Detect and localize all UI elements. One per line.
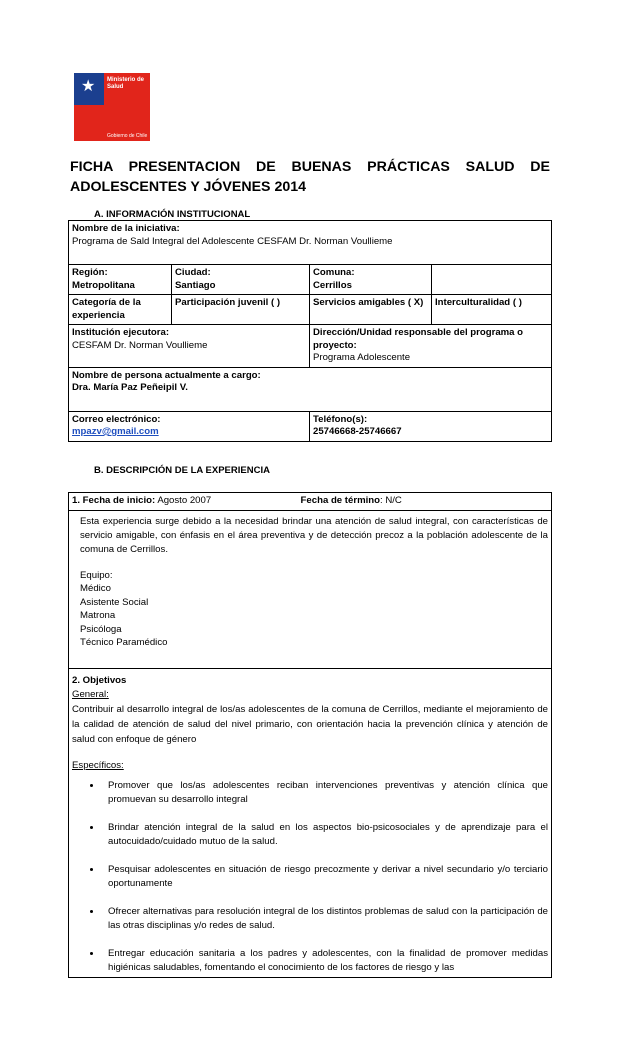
institution-value: CESFAM Dr. Norman Voullieme <box>72 339 208 351</box>
experience-table <box>68 492 552 978</box>
initiative-cell <box>69 221 552 265</box>
region-cell <box>69 265 172 295</box>
person-cell <box>69 367 552 411</box>
logo-government-text: Gobierno de Chile <box>107 133 148 139</box>
start-label: 1. Fecha de inicio: <box>72 495 156 506</box>
empty-cell <box>432 265 552 295</box>
phone-cell <box>310 411 552 441</box>
person-label: Nombre de persona actualmente a cargo: <box>72 369 261 381</box>
commune-cell <box>310 265 432 295</box>
direction-cell <box>310 325 552 368</box>
category-participation: Participación juvenil ( ) <box>172 295 310 325</box>
team-member: Matrona <box>80 610 116 621</box>
initiative-value: Programa de Sald Integral del Adolescente CESFAM Dr. Norman Voullieme <box>72 235 393 247</box>
section-b-heading: B. DESCRIPCIÓN DE LA EXPERIENCIA <box>94 465 270 476</box>
specific-objectives-list <box>72 779 548 975</box>
list-item: • Entregar educación sanitaria a los padres y adolescentes, con la finalidad de promover medidas higiénicas saludables, fomentando el conocimiento de los factores de riesgo y las <box>102 947 548 975</box>
commune-value: Cerrillos <box>313 279 352 291</box>
team-member: Médico <box>80 583 111 594</box>
phone-value: 25746668-25746667 <box>313 426 402 437</box>
category-label: Categoría de la experiencia <box>69 295 172 325</box>
commune-label: Comuna: <box>313 267 355 278</box>
general-text: Contribuir al desarrollo integral de los/as adolescentes de la comuna de Cerrillos, mediante el mejoramiento de la calidad de atención de salud del nivel primario, con orientación hacia la prevención clínica y atención de salud con enfoque de género <box>72 703 548 745</box>
general-label: General: <box>72 688 109 700</box>
objectives-cell <box>69 668 552 977</box>
city-cell <box>172 265 310 295</box>
list-item: • Brindar atención integral de la salud en los aspectos bio-psicosociales y de aprendizaje para el autocuidado/cuidado mutuo de la salud. <box>102 821 548 849</box>
document-title: FICHA PRESENTACION DE BUENAS PRÁCTICAS SALUD DE ADOLESCENTES Y JÓVENES 2014 <box>70 159 550 195</box>
city-value: Santiago <box>175 279 216 291</box>
list-item: • Promover que los/as adolescentes reciban intervenciones preventivas y atención clínica que promuevan su desarrollo integral <box>102 779 548 807</box>
region-label: Región: <box>72 267 108 278</box>
section-a-heading: A. INFORMACIÓN INSTITUCIONAL <box>94 209 251 220</box>
list-item: • Ofrecer alternativas para resolución integral de los distintos problemas de salud con la participación de las otras disciplinas y/o redes de salud. <box>102 905 548 933</box>
institution-cell <box>69 325 310 368</box>
direction-label: Dirección/Unidad responsable del programa o proyecto: <box>313 327 524 351</box>
city-label: Ciudad: <box>175 267 211 278</box>
direction-value: Programa Adolescente <box>313 352 411 363</box>
category-friendly-services: Servicios amigables ( X) <box>310 295 432 325</box>
logo-ministry-text: Ministerio de Salud <box>107 77 145 90</box>
specific-label: Específicos: <box>72 759 124 771</box>
institution-label: Institución ejecutora: <box>72 327 170 338</box>
list-item: • Pesquisar adolescentes en situación de riesgo precozmente y derivar a nivel secundario y/o terciario oportunamente <box>102 863 548 891</box>
description-cell <box>69 510 552 668</box>
email-cell <box>69 411 310 441</box>
team-label: Equipo: <box>80 569 113 581</box>
start-value: Agosto 2007 <box>157 495 212 506</box>
end-value: : N/C <box>379 495 402 506</box>
phone-label: Teléfono(s): <box>313 413 368 425</box>
objectives-label: 2. Objetivos <box>72 674 127 686</box>
team-member: Psicóloga <box>80 623 122 635</box>
dates-cell <box>69 493 552 511</box>
person-value: Dra. María Paz Peñeipil V. <box>72 382 188 393</box>
institution-table <box>68 220 552 442</box>
initiative-label: Nombre de la iniciativa: <box>72 223 180 234</box>
description-text: Esta experiencia surge debido a la necesidad brindar una atención de salud integral, con características de servicio amigable, con énfasis en el área preventiva y de detección precoz a la población adolescente de la comuna de Cerrillos. <box>80 515 548 555</box>
region-value: Metropolitana <box>72 279 135 291</box>
team-member: Asistente Social <box>80 596 149 608</box>
email-link[interactable]: mpazv@gmail.com <box>72 426 159 437</box>
category-interculturality: Interculturalidad ( ) <box>432 295 552 325</box>
ministry-logo <box>74 73 150 141</box>
email-label: Correo electrónico: <box>72 413 161 425</box>
end-label: Fecha de término <box>300 495 380 506</box>
star-icon: ★ <box>81 78 96 95</box>
team-member: Técnico Paramédico <box>80 637 168 648</box>
